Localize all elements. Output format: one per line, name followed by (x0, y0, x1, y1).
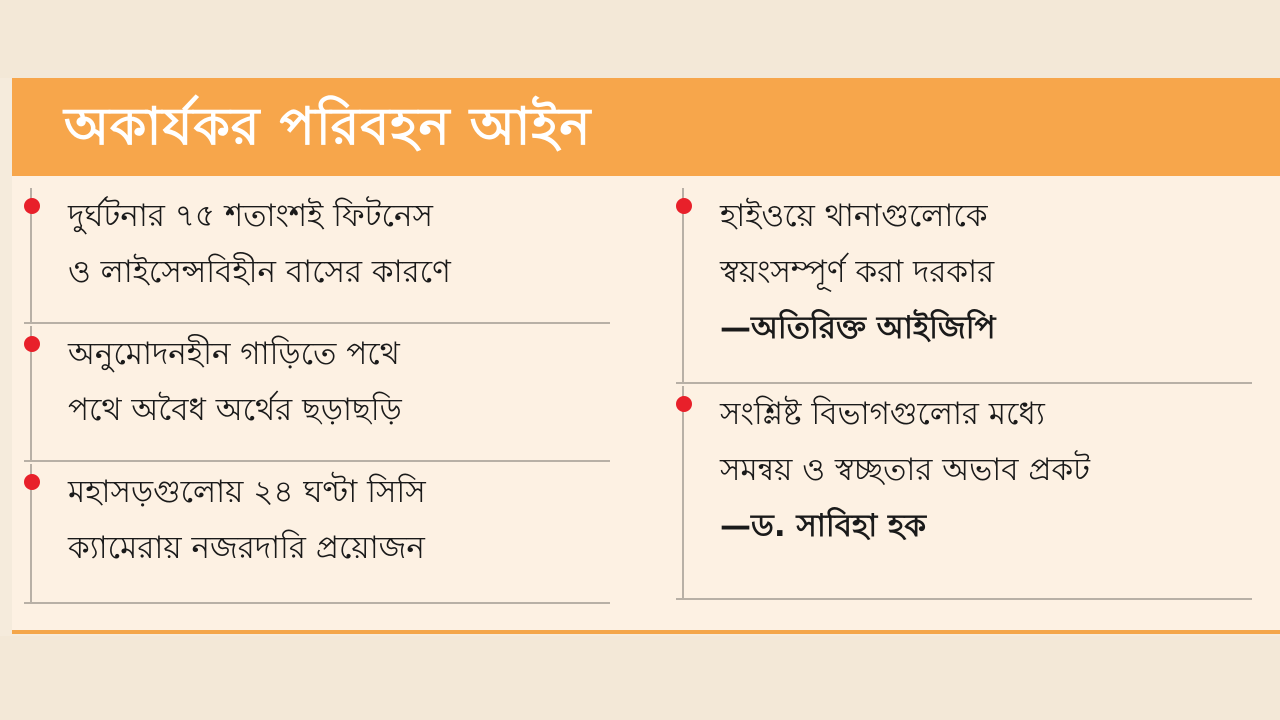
bottom-band (0, 636, 1280, 720)
quote-item (682, 386, 1252, 600)
bullet-dot-icon (24, 474, 40, 490)
item-line: সমন্বয় ও স্বচ্ছতার অভাব প্রকট (720, 452, 1091, 488)
list-item (30, 464, 610, 604)
bullet-dot-icon (24, 198, 40, 214)
item-line: দুর্ঘটনার ৭৫ শতাংশই ফিটনেস (68, 198, 433, 234)
bullet-dot-icon (676, 396, 692, 412)
page-title: অকার্যকর পরিবহন আইন (64, 97, 592, 157)
item-line: ও লাইসেন্সবিহীন বাসের কারণে (68, 254, 451, 290)
header-bar (12, 78, 1280, 176)
item-line: সংশ্লিষ্ট বিভাগগুলোর মধ্যে (720, 396, 1045, 432)
infographic-panel (12, 78, 1280, 634)
quote-attribution: —ড. সাবিহা হক (720, 508, 927, 544)
item-text (68, 464, 426, 576)
bullet-dot-icon (24, 336, 40, 352)
item-line: অনুমোদনহীন গাড়িতে পথে (68, 336, 400, 372)
list-item (30, 188, 610, 324)
bullet-dot-icon (676, 198, 692, 214)
item-text (720, 386, 1090, 554)
item-text (720, 188, 996, 356)
item-line: পথে অবৈধ অর্থের ছড়াছড়ি (68, 392, 402, 428)
item-line: হাইওয়ে থানাগুলোকে (720, 198, 988, 234)
item-line: ক্যামেরায় নজরদারি প্রয়োজন (68, 530, 425, 566)
item-text (68, 326, 402, 438)
list-item (30, 326, 610, 462)
item-line: মহাসড়গুলোয় ২৪ ঘণ্টা সিসি (68, 474, 426, 510)
quote-attribution: —অতিরিক্ত আইজিপি (720, 310, 996, 346)
item-text (68, 188, 451, 300)
top-band (0, 0, 1280, 78)
quote-item (682, 188, 1252, 384)
item-line: স্বয়ংসম্পূর্ণ করা দরকার (720, 254, 995, 290)
